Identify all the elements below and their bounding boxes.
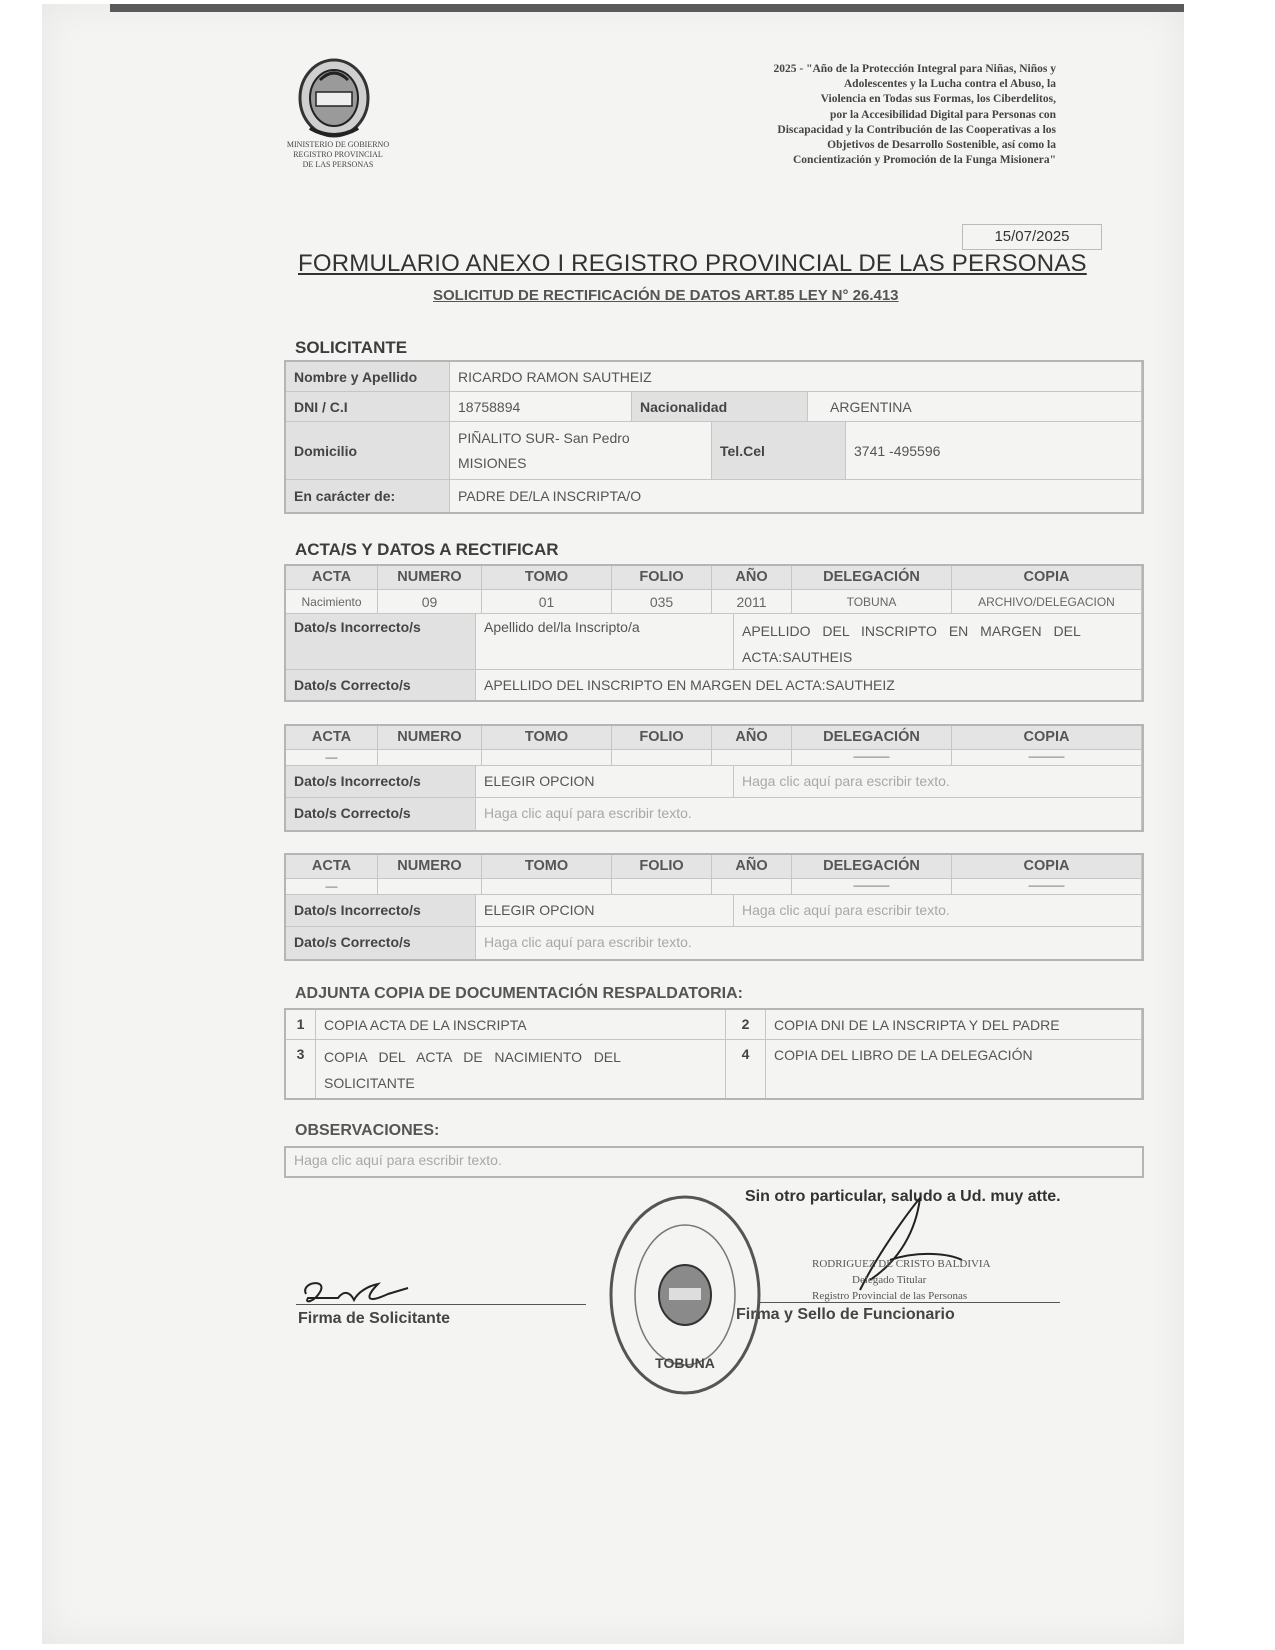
ministry-label <box>258 140 418 170</box>
incorrect-label: Dato/s Incorrecto/s <box>286 895 476 927</box>
year-note-line: 2025 - "Año de la Protección Integral para Niñas, Niños y <box>773 63 1056 75</box>
acta-field[interactable]: — <box>286 879 378 895</box>
year-dedication-note <box>600 62 1056 168</box>
doc-item-field[interactable]: COPIA DEL LIBRO DE LA DELEGACIÓN <box>766 1040 1142 1098</box>
domicilio-line: PIÑALITO SUR- San Pedro <box>458 430 630 446</box>
numero-field[interactable]: 09 <box>378 590 482 614</box>
firma-funcionario-label: Firma y Sello de Funcionario <box>736 1306 955 1323</box>
signature-line-funcionario <box>760 1302 1060 1303</box>
correct-label: Dato/s Correcto/s <box>286 670 476 700</box>
col-header-tomo: TOMO <box>482 855 612 879</box>
acta-block-2 <box>284 724 1144 832</box>
incorrect-text-line: APELLIDO DEL INSCRIPTO EN MARGEN DEL <box>742 623 1081 639</box>
copia-field[interactable]: ARCHIVO/DELEGACION <box>952 590 1142 614</box>
doc-item-field[interactable]: COPIA DNI DE LA INSCRIPTA Y DEL PADRE <box>766 1010 1142 1040</box>
delegacion-field[interactable]: TOBUNA <box>792 590 952 614</box>
numero-field[interactable] <box>378 750 482 766</box>
tomo-field[interactable] <box>482 879 612 895</box>
acta-block-1 <box>284 564 1144 702</box>
province-seal-logo <box>296 58 372 140</box>
doc-number: 2 <box>726 1010 766 1040</box>
official-line: Delegado Titular <box>852 1274 927 1286</box>
incorrect-text-field[interactable]: Haga clic aquí para escribir texto. <box>734 766 1142 798</box>
applicant-signature <box>298 1272 418 1312</box>
doc-number: 1 <box>286 1010 316 1040</box>
delegacion-field[interactable]: ——— <box>792 879 952 895</box>
doc-item-line: COPIA DEL ACTA DE NACIMIENTO DEL <box>324 1049 621 1065</box>
caracter-field[interactable]: PADRE DE/LA INSCRIPTA/O <box>450 480 1142 512</box>
delegation-stamp <box>605 1190 765 1400</box>
adjunta-table <box>284 1008 1144 1100</box>
col-header-acta: ACTA <box>286 566 378 590</box>
official-stamp-text <box>812 1256 991 1304</box>
copia-field[interactable]: ——— <box>952 750 1142 766</box>
ministry-line: REGISTRO PROVINCIAL <box>293 150 383 159</box>
year-note-line: Adolescentes y la Lucha contra el Abuso, la <box>843 78 1056 91</box>
col-header-delegacion: DELEGACIÓN <box>792 726 952 750</box>
official-line: Registro Provincial de las Personas <box>812 1290 968 1302</box>
correct-text-field[interactable]: Haga clic aquí para escribir texto. <box>476 798 1142 830</box>
tomo-field[interactable] <box>482 750 612 766</box>
tomo-field[interactable]: 01 <box>482 590 612 614</box>
acta-field[interactable]: Nacimiento <box>286 590 378 614</box>
section-heading-adjunta: ADJUNTA COPIA DE DOCUMENTACIÓN RESPALDATORIA: <box>295 985 743 1002</box>
doc-item-field[interactable] <box>316 1040 726 1098</box>
ministry-line: MINISTERIO DE GOBIERNO <box>286 140 390 149</box>
acta-block-3 <box>284 853 1144 961</box>
closing-text: Sin otro particular, saludo a Ud. muy atte. <box>745 1188 1061 1205</box>
col-header-delegacion: DELEGACIÓN <box>792 566 952 590</box>
folio-field[interactable]: 035 <box>612 590 712 614</box>
form-subtitle: SOLICITUD DE RECTIFICACIÓN DE DATOS ART.85 LEY N° 26.413 <box>433 287 899 304</box>
domicilio-line: MISIONES <box>458 455 527 471</box>
anio-field[interactable] <box>712 750 792 766</box>
date-field[interactable]: 15/07/2025 <box>962 224 1102 250</box>
delegacion-field[interactable]: ——— <box>792 750 952 766</box>
tel-label: Tel.Cel <box>712 422 846 480</box>
nombre-field[interactable]: RICARDO RAMON SAUTHEIZ <box>450 362 1142 392</box>
col-header-folio: FOLIO <box>612 566 712 590</box>
domicilio-field[interactable] <box>450 422 712 480</box>
col-header-numero: NUMERO <box>378 566 482 590</box>
col-header-numero: NUMERO <box>378 726 482 750</box>
scan-edge <box>110 4 1184 12</box>
doc-item-line: SOLICITANTE <box>324 1075 415 1091</box>
signature-line-solicitante <box>296 1304 586 1305</box>
dni-label: DNI / C.I <box>286 392 450 422</box>
incorrect-label: Dato/s Incorrecto/s <box>286 614 476 670</box>
col-header-acta: ACTA <box>286 726 378 750</box>
caracter-label: En carácter de: <box>286 480 450 512</box>
correct-label: Dato/s Correcto/s <box>286 927 476 959</box>
firma-solicitante-label: Firma de Solicitante <box>298 1310 451 1327</box>
incorrect-label: Dato/s Incorrecto/s <box>286 766 476 798</box>
col-header-copia: COPIA <box>952 855 1142 879</box>
anio-field[interactable] <box>712 879 792 895</box>
col-header-anio: AÑO <box>712 566 792 590</box>
year-note-line: Violencia en Todas sus Formas, los Ciberdelitos, <box>820 93 1056 106</box>
incorrect-option-select[interactable]: ELEGIR OPCION <box>476 895 734 927</box>
col-header-anio: AÑO <box>712 855 792 879</box>
incorrect-text-field[interactable] <box>734 614 1142 670</box>
col-header-anio: AÑO <box>712 726 792 750</box>
incorrect-text-line: ACTA:SAUTHEIS <box>742 649 853 665</box>
col-header-folio: FOLIO <box>612 726 712 750</box>
dni-field[interactable]: 18758894 <box>450 392 632 422</box>
nombre-label: Nombre y Apellido <box>286 362 450 392</box>
correct-text-field[interactable]: Haga clic aquí para escribir texto. <box>476 927 1142 959</box>
stamp-text: TOBUNA <box>655 1355 715 1371</box>
col-header-tomo: TOMO <box>482 566 612 590</box>
incorrect-text-field[interactable]: Haga clic aquí para escribir texto. <box>734 895 1142 927</box>
numero-field[interactable] <box>378 879 482 895</box>
nacionalidad-label: Nacionalidad <box>632 392 808 422</box>
observaciones-field[interactable]: Haga clic aquí para escribir texto. <box>284 1146 1144 1178</box>
ministry-line: DE LAS PERSONAS <box>302 160 374 169</box>
domicilio-label: Domicilio <box>286 422 450 480</box>
anio-field[interactable]: 2011 <box>712 590 792 614</box>
incorrect-option-select[interactable]: ELEGIR OPCION <box>476 766 734 798</box>
form-title: FORMULARIO ANEXO I REGISTRO PROVINCIAL DE LAS PERSONAS <box>298 250 1087 277</box>
doc-number: 4 <box>726 1040 766 1098</box>
tel-field[interactable]: 3741 -495596 <box>846 422 1142 480</box>
acta-field[interactable]: — <box>286 750 378 766</box>
year-note-line: por la Accesibilidad Digital para Personas con <box>830 108 1056 121</box>
official-line: RODRIGUEZ DE CRISTO BALDIVIA <box>812 1258 991 1270</box>
section-heading-solicitante: SOLICITANTE <box>295 338 408 357</box>
incorrect-option-select[interactable]: Apellido del/la Inscripto/a <box>476 614 734 670</box>
col-header-acta: ACTA <box>286 855 378 879</box>
folio-field[interactable] <box>612 879 712 895</box>
doc-item-field[interactable]: COPIA ACTA DE LA INSCRIPTA <box>316 1010 726 1040</box>
correct-text-field[interactable]: APELLIDO DEL INSCRIPTO EN MARGEN DEL ACTA:SAUTHEIZ <box>476 670 1142 700</box>
section-heading-observaciones: OBSERVACIONES: <box>295 1122 440 1139</box>
col-header-numero: NUMERO <box>378 855 482 879</box>
copia-field[interactable]: ——— <box>952 879 1142 895</box>
section-heading-actas: ACTA/S Y DATOS A RECTIFICAR <box>295 540 559 559</box>
correct-label: Dato/s Correcto/s <box>286 798 476 830</box>
year-note-line: Concientización y Promoción de la Funga Misionera" <box>793 154 1056 167</box>
col-header-delegacion: DELEGACIÓN <box>792 855 952 879</box>
col-header-folio: FOLIO <box>612 855 712 879</box>
year-note-line: Objetivos de Desarrollo Sostenible, así como la <box>827 139 1056 152</box>
doc-number: 3 <box>286 1040 316 1098</box>
year-note-line: Discapacidad y la Contribución de las Cooperativas a los <box>777 123 1056 136</box>
solicitante-table <box>284 360 1144 514</box>
nacionalidad-field[interactable]: ARGENTINA <box>808 392 1142 422</box>
col-header-copia: COPIA <box>952 726 1142 750</box>
col-header-copia: COPIA <box>952 566 1142 590</box>
col-header-tomo: TOMO <box>482 726 612 750</box>
folio-field[interactable] <box>612 750 712 766</box>
